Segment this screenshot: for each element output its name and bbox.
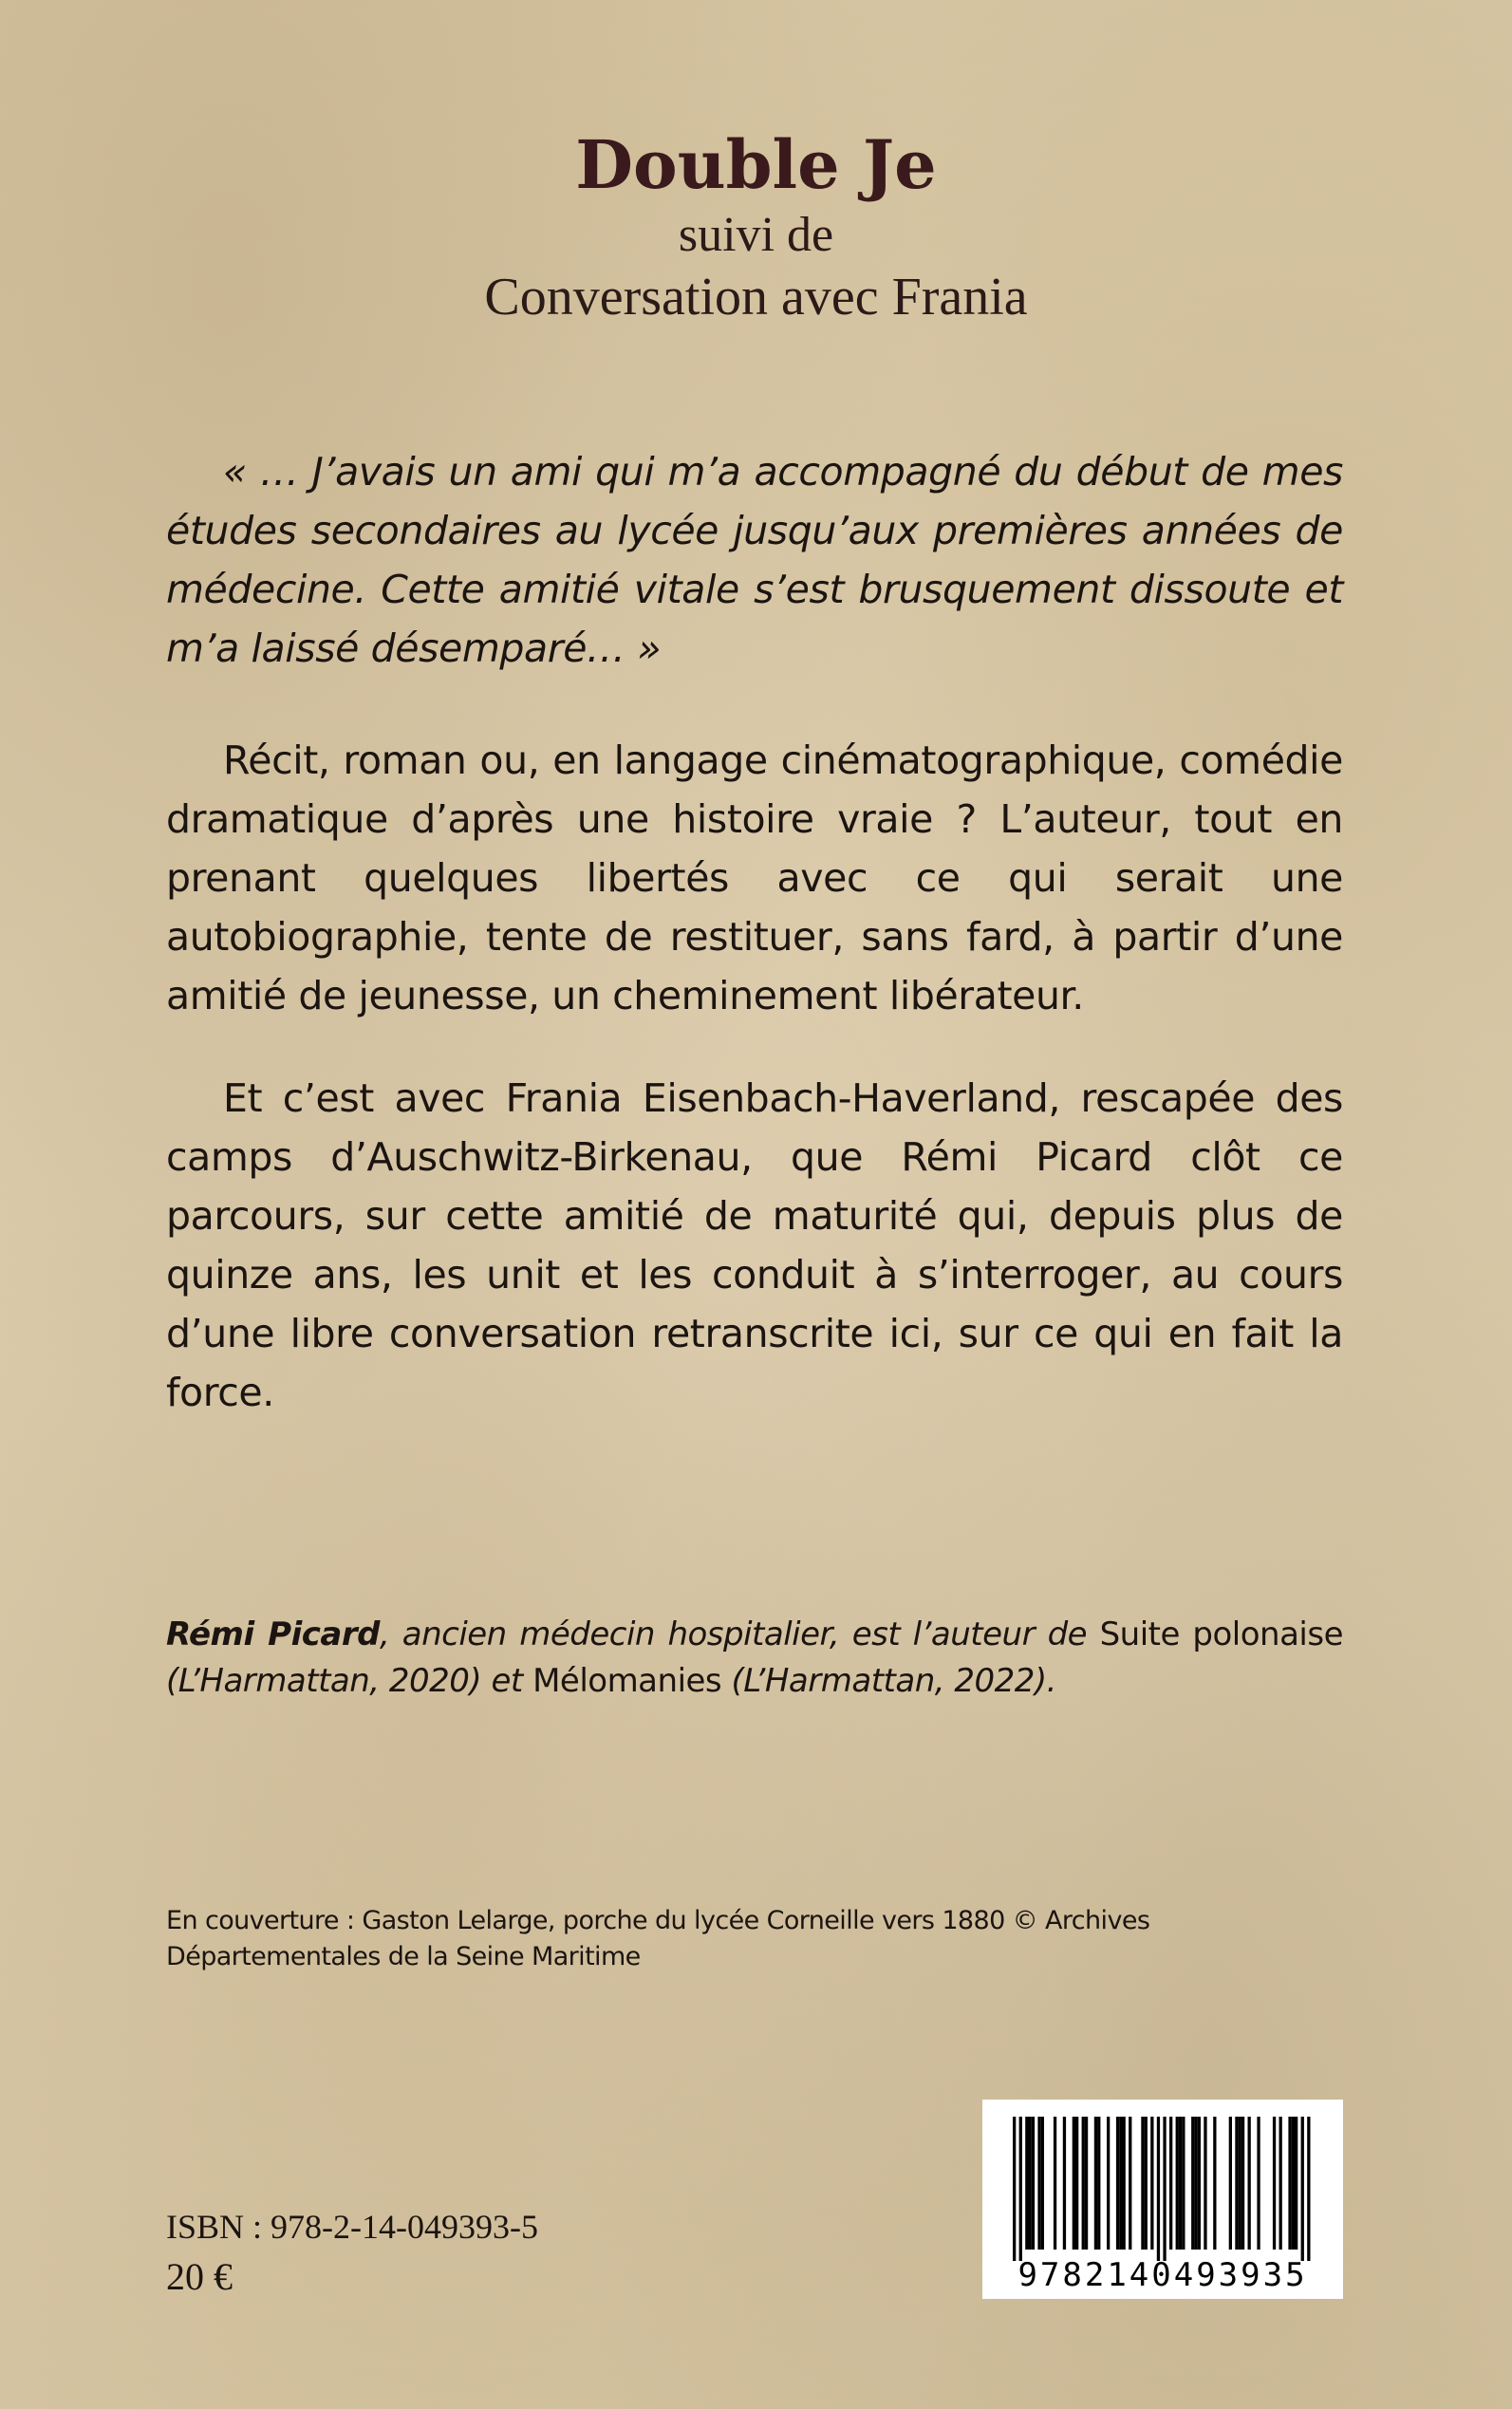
barcode-bar: [1213, 2117, 1216, 2250]
barcode-bar: [1163, 2117, 1166, 2261]
barcode-bar: [1029, 2117, 1032, 2250]
barcode: [982, 2100, 1343, 2299]
barcode-bar: [1107, 2117, 1110, 2250]
barcode-bar: [1085, 2117, 1088, 2250]
barcode-bar: [1191, 2117, 1194, 2250]
barcode-bar: [1229, 2117, 1232, 2250]
book-title: Double Je: [575, 125, 937, 204]
book-title-1: Suite polonaise: [1099, 1615, 1343, 1653]
barcode-bar: [1295, 2117, 1297, 2250]
barcode-bar: [1301, 2117, 1304, 2261]
subtitle: Conversation avec Frania: [484, 268, 1028, 327]
barcode-bar: [1257, 2117, 1260, 2250]
barcode-bar: [1119, 2117, 1122, 2250]
barcode-bar: [1123, 2117, 1126, 2250]
barcode-bar: [1032, 2117, 1035, 2250]
barcode-bar: [1182, 2117, 1185, 2250]
barcode-bar: [1141, 2117, 1144, 2250]
barcode-bar: [1157, 2117, 1160, 2261]
quote-paragraph: « … J’avais un ami qui m’a accompagné du début de mes études secondaires au lycée jusqu’aux premières années de médecine. Cette amitié vitale s’est brusquement dissoute et m’a laissé désemparé… »: [166, 449, 1343, 671]
barcode-bar: [1179, 2117, 1182, 2250]
barcode-bar: [1025, 2117, 1028, 2250]
description-paragraph: Récit, roman ou, en langage cinématographique, comédie dramatique d’après une histoire vraie ? L’auteur, tout en prenant quelques libertés avec ce qui serait une autobiographie, tente de restituer, sans fard, à partir d’une amitié de jeunesse, un cheminement libérateur.: [166, 738, 1343, 1018]
barcode-bar: [1239, 2117, 1241, 2250]
isbn: ISBN : 978-2-14-049393-5: [166, 2208, 538, 2246]
barcode-bar: [1288, 2117, 1291, 2250]
barcode-bar: [1054, 2117, 1056, 2250]
barcode-bar: [1075, 2117, 1078, 2250]
barcode-bar: [1194, 2117, 1197, 2250]
barcode-bar: [1279, 2117, 1282, 2250]
barcode-bar: [1248, 2117, 1251, 2250]
barcode-bar: [1292, 2117, 1295, 2250]
barcode-bar: [1176, 2117, 1179, 2250]
barcode-bar: [1013, 2117, 1016, 2261]
barcode-bar: [1116, 2117, 1119, 2250]
barcode-bar: [1073, 2117, 1075, 2250]
barcode-bar: [1041, 2117, 1044, 2250]
barcode-bar: [1094, 2117, 1097, 2250]
barcode-bar: [1082, 2117, 1085, 2250]
barcode-bars: [982, 2100, 1343, 2261]
subtitle-connector: suivi de: [678, 208, 834, 262]
barcode-bar: [1019, 2117, 1022, 2261]
cover-credit: En couverture : Gaston Lelarge, porche du lycée Corneille vers 1880 © Archives Départementales de la Seine Maritime: [166, 1906, 1150, 1971]
barcode-bar: [1307, 2117, 1310, 2261]
barcode-bar: [1129, 2117, 1131, 2250]
barcode-bar: [1097, 2117, 1100, 2250]
barcode-bar: [1273, 2117, 1276, 2250]
author-bio: [166, 1612, 1343, 1705]
barcode-bar: [1150, 2117, 1153, 2250]
author-name: Rémi Picard: [166, 1615, 380, 1653]
barcode-bar: [1037, 2117, 1040, 2250]
barcode-bar: [1235, 2117, 1238, 2250]
title-block: [0, 125, 1512, 327]
barcode-bar: [1198, 2117, 1201, 2250]
bio-text: , ancien médecin hospitalier, est l’auteur de: [379, 1615, 1100, 1653]
publisher-1: (L’Harmattan, 2020) et: [166, 1662, 533, 1700]
barcode-number: 9782140493935: [1017, 2256, 1308, 2294]
book-title-2: Mélomanies: [532, 1662, 722, 1700]
barcode-bar: [1204, 2117, 1206, 2250]
barcode-bar: [1241, 2117, 1244, 2250]
barcode-bar: [1169, 2117, 1172, 2250]
conversation-paragraph: Et c’est avec Frania Eisenbach-Haverland, rescapée des camps d’Auschwitz-Birkenau, que Rémi Picard clôt ce parcours, sur cette amitié de maturité qui, depuis plus de quinze ans, les unit et les conduit à s’interroger, au cours d’une libre conversation retranscrite ici, sur ce qui en fait la force.: [166, 1075, 1343, 1415]
publisher-2: (L’Harmattan, 2022).: [721, 1662, 1056, 1700]
barcode-bar: [1145, 2117, 1148, 2250]
price: 20 €: [166, 2255, 233, 2298]
barcode-bar: [1063, 2117, 1066, 2250]
